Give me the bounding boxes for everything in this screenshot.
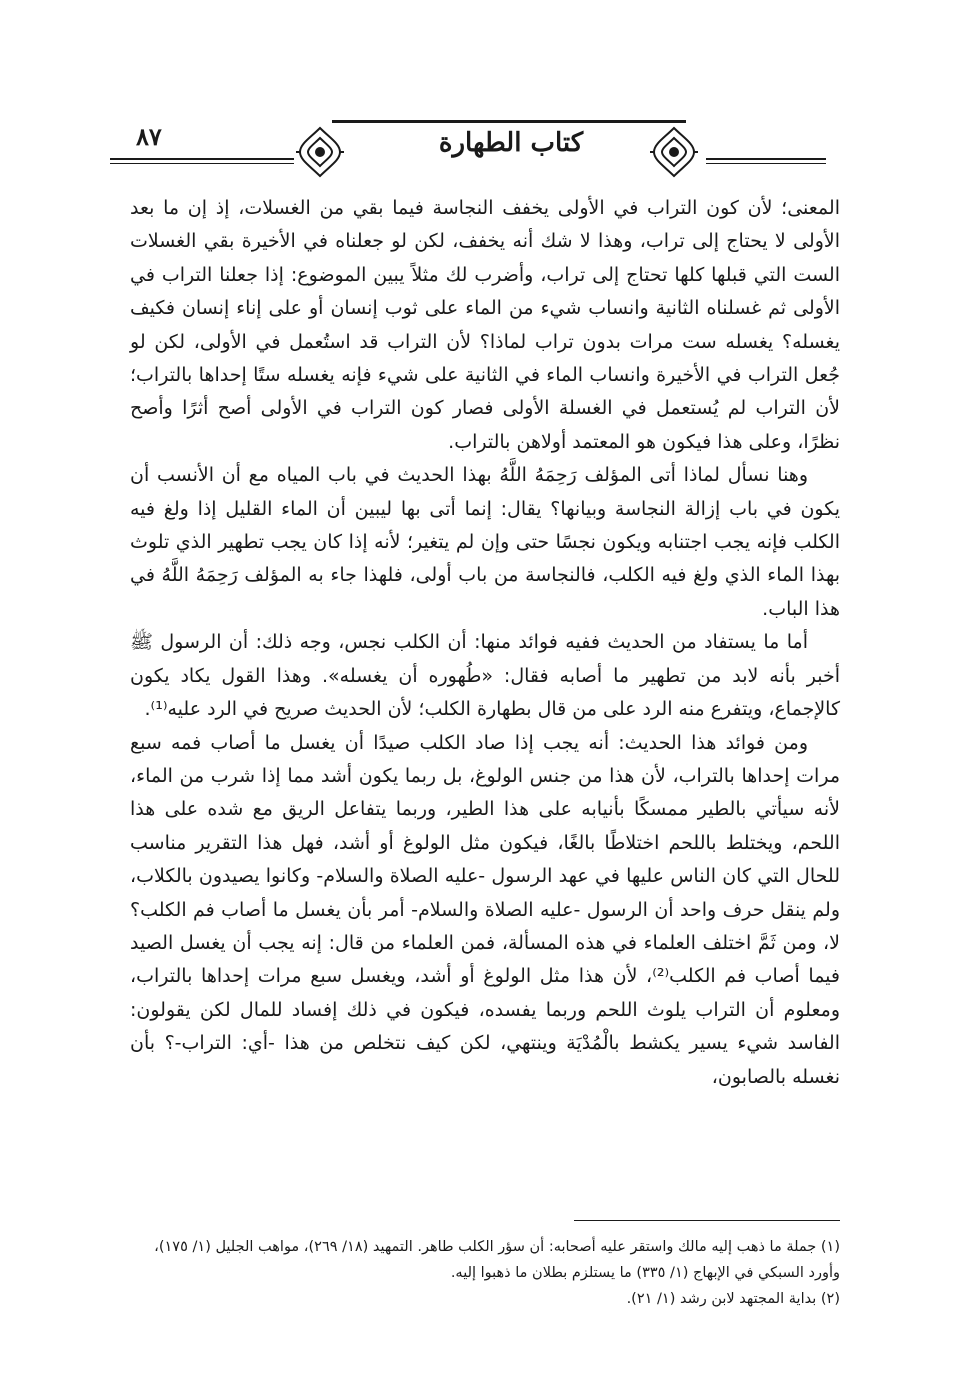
paragraph: المعنى؛ لأن كون التراب في الأولى يخفف النجاسة فيما بقي من الغسلات، إذ إن ما بعد الأولى لا يحتاج إلى تراب، وهذا لا شك أنه يخفف، لكن لو جعلناه في الأخيرة بقي الغسلات الست التي قبلها كلها تحتاج إلى تراب، وأضرب لك مثلاً يبين الموضوع: إذا جعلنا التراب في الأولى ثم غسلناه الثانية وانساب شيء من الماء على ثوب إنسان أو على إناء إنسان فكيف يغسله؟ يغسله ست مرات بدون تراب لماذا؟ لأن التراب قد استُعمل في الأولى، لكن لو جُعل التراب في الأخيرة وانساب الماء في الثانية على شيء فإنه يغسله ستًا إحداها بالتراب؛ لأن التراب لم يُستعمل في الغسلة الأولى فصار كون التراب في الأولى أصح أثرًا وأصح نظرًا، وعلى هذا فيكون هو المعتمد أولاهن بالتراب. [130,197,840,453]
footnote: (٢) بداية المجتهد لابن رشد (١/ ٢١). [626,1291,840,1307]
footnote-separator [574,1220,840,1221]
page-header [110,120,730,186]
header-top-rule [332,120,686,123]
page-number: ٨٧ [136,122,162,151]
header-left-rule-thin [110,163,294,164]
right-ornament-icon [650,124,698,180]
paragraph: أما ما يستفاد من الحديث ففيه فوائد منها: أن الكلب نجس، وجه ذلك: أن الرسول ﷺ أخبر بأنه لابد من تطهير ما أصابه فقال: «طُهوره أن يغسله». وهذا القول يكاد يكون كالإجماع، ويتفرع منه الرد على من قال بطهارة الكلب؛ لأن الحديث صريح في الرد عليه⁽¹⁾. [130,631,840,721]
header-left-rule [110,158,294,160]
header-right-rule-thin [706,163,826,164]
paragraph: ومن فوائد هذا الحديث: أنه يجب إذا صاد الكلب صيدًا أن يغسل ما أصاب فمه سبع مرات إحداها بالتراب، لأن هذا من جنس الولوغ، بل ربما يكون أشد مما إذا شرب من الماء، لأنه سيأتي بالطير ممسكًا بأنيابه على هذا الطير، وربما يتفاعل الريق مع شده على هذا اللحم، ويختلط باللحم اختلاطًا بالغًا، فيكون مثل الولوغ أو أشد، فهل هذا التقرير مناسب للحال التي كان الناس عليها في عهد الرسول -عليه الصلاة والسلام- وكانوا يصيدون بالكلاب، ولم ينقل حرف واحد أن الرسول -عليه الصلاة والسلام- أمر بأن يغسل ما أصاب فم الكلب؟ لا، ومن ثَمَّ اختلف العلماء في هذه المسألة، فمن العلماء من قال: إنه يجب أن يغسل الصيد فيما أصاب فم الكلب⁽²⁾، لأن هذا مثل الولوغ أو أشد، ويغسل سبع مرات إحداها بالتراب، ومعلوم أن التراب يلوث اللحم وربما يفسده، فيكون في ذلك إفساد للمال لكن يقولون: الفاسد شيء يسير يكشط بالْمُدْيَة وينتهي، لكن كيف نتخلص من هذا -أي: التراب-؟ بأن نغسله بالصابون، [130,731,840,1088]
main-text [130,192,840,1094]
footnote: (١) جملة ما ذهب إليه مالك واستقر عليه أصحابه: أن سؤر الكلب طاهر. التمهيد (١٨/ ٢٦٩)، مواهب الجليل (١/ ١٧٥)، وأورد السبكي في الإبهاج (١/ ٣٣٥) ما يستلزم بطلان ما ذهبوا إليه. [154,1239,840,1281]
paragraph: وهنا نسأل لماذا أتى المؤلف رَحِمَهُ اللَّهُ بهذا الحديث في باب المياه مع أن الأنسب أن يكون في باب إزالة النجاسة وبيانها؟ يقال: إنما أتى بها ليبين أن الماء القليل إذا ولغ فيه الكلب فإنه يجب اجتنابه ويكون نجسًا حتى وإن لم يتغير؛ لأنه إذا كان يجب تطهير الذي تلوث بهذا الماء الذي ولغ فيه الكلب، فالنجاسة من باب أولى، فلهذا جاء به المؤلف رَحِمَهُ اللَّهُ في هذا الباب. [130,464,840,620]
left-ornament-icon [296,124,344,180]
footnotes [120,1234,840,1312]
running-title: كتاب الطهارة [438,128,584,158]
header-right-rule [706,158,826,160]
